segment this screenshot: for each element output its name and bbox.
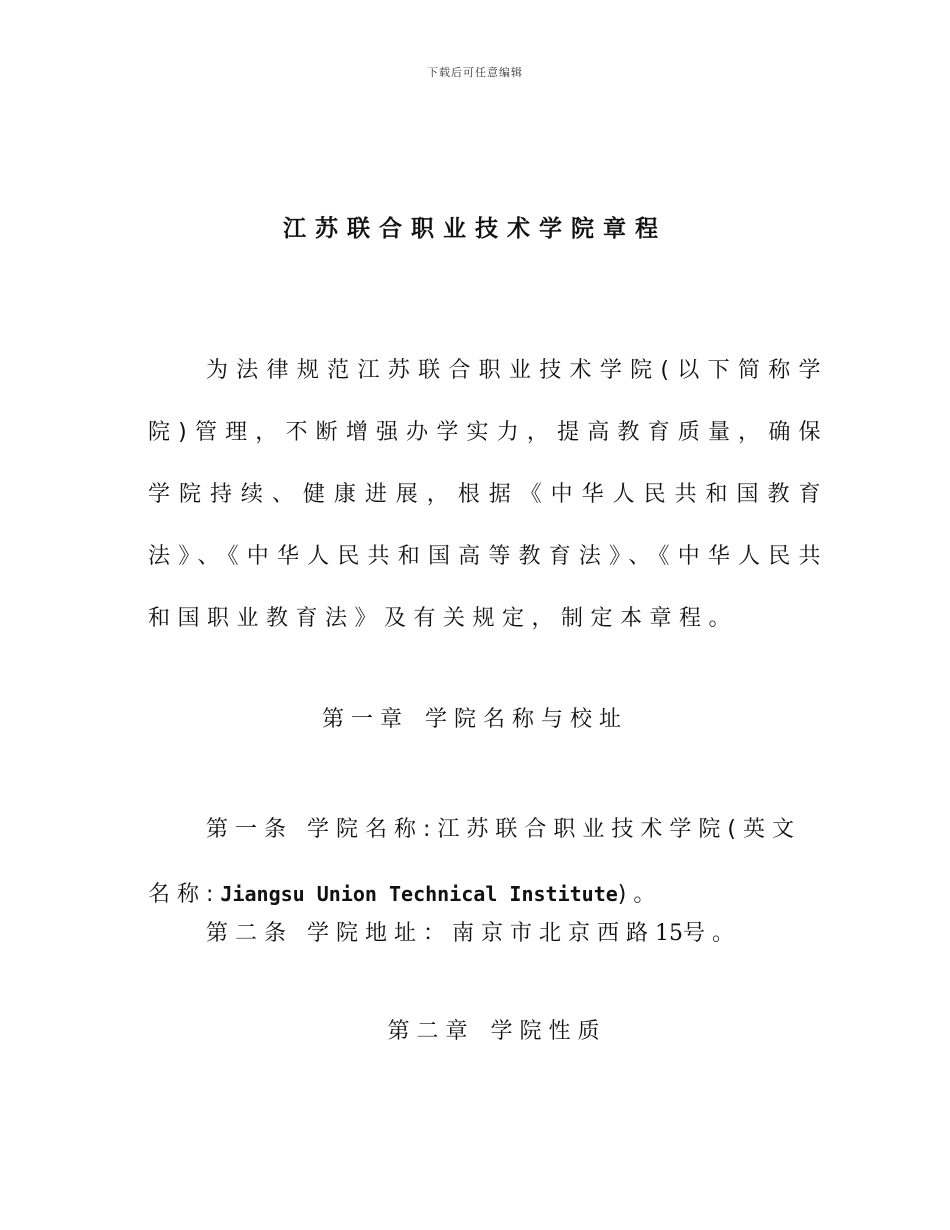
chapter-1-number: 第一章 [321, 707, 409, 732]
article-2-text: 学院地址：南京市北京西路 [307, 921, 656, 946]
article-2-number: 第二条 [206, 921, 294, 946]
article-2-house-number: 15 [655, 921, 684, 946]
chapter-2-heading [0, 1014, 950, 1045]
chapter-1-heading [0, 702, 950, 733]
article-1 [148, 798, 828, 927]
chapter-2-number: 第二章 [387, 1019, 475, 1044]
header-note: 下载后可任意编辑 [427, 66, 523, 79]
preamble-paragraph: 为法律规范江苏联合职业技术学院(以下简称学院)管理，不断增强办学实力，提高教育质量，确保学院持续、健康进展，根据《中华人民共和国教育法》、《中华人民共和国高等教育法》、《中华人民共和国职业教育法》及有关规定，制定本章程。 [148, 358, 828, 631]
article-2-text-end: 号。 [683, 921, 742, 946]
document-title: 江苏联合职业技术学院章程 [283, 216, 667, 242]
chapter-2-title: 学院性质 [490, 1019, 607, 1044]
chapter-1-title: 学院名称与校址 [425, 707, 629, 732]
article-1-text-end: )。 [617, 882, 663, 907]
article-1-text: 学院名称:江苏联合职业技术学院(英文名称: [148, 817, 802, 907]
article-1-english-name: Jiangsu Union Technical Institute [220, 882, 618, 906]
article-1-number: 第一条 [206, 817, 294, 842]
article-2 [148, 916, 828, 947]
